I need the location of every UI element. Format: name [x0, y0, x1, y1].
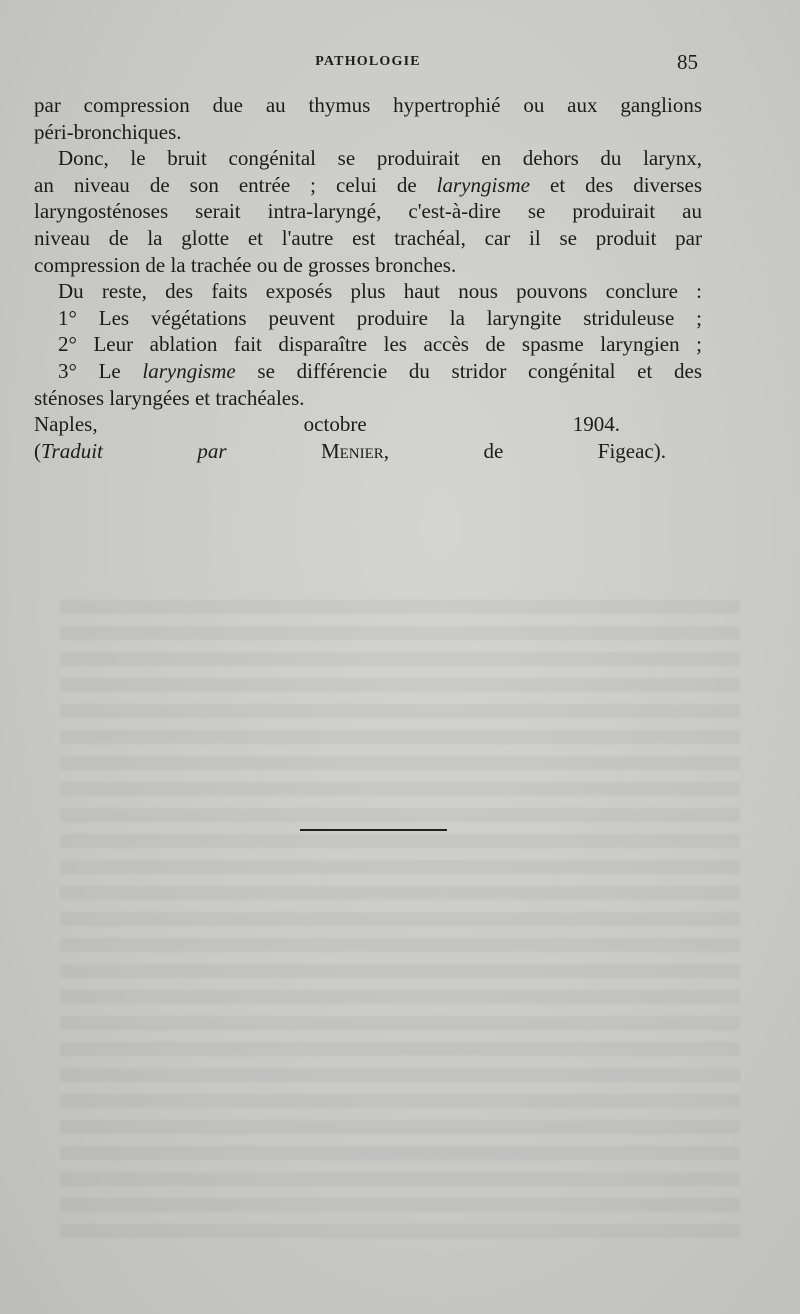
- page-number: 85: [677, 50, 698, 74]
- bleed-through-texture: [60, 600, 740, 1240]
- paragraph-2-line-3: laryngosténoses serait intra-laryngé, c'est-à-dire se produirait au: [34, 199, 702, 224]
- italic-term: laryngisme: [142, 358, 236, 383]
- translator-credit: [34, 438, 702, 465]
- italic-term: laryngisme: [436, 172, 530, 197]
- body-text: [34, 92, 702, 464]
- translator-name: Menier: [320, 438, 384, 463]
- list-item-1: 1° Les végétations peuvent produire la laryngite striduleuse ;: [58, 305, 702, 330]
- text-span: se différencie du stridor congénital et des: [235, 358, 703, 383]
- text-span: (: [34, 438, 41, 463]
- list-item-3-line-2: sténoses laryngées et trachéales.: [34, 385, 305, 410]
- paragraph-3: Du reste, des faits exposés plus haut nous pouvons conclure :: [58, 279, 702, 304]
- list-item-2: 2° Leur ablation fait disparaître les accès de spasme laryngien ;: [58, 332, 702, 357]
- paragraph-2-line-1: Donc, le bruit congénital se produirait en dehors du larynx,: [58, 146, 702, 171]
- paragraph-2-line-2: [34, 172, 702, 199]
- paragraph-2-line-4: niveau de la glotte et l'autre est trachéal, car il se produit par: [34, 225, 702, 250]
- section-divider: [300, 829, 447, 831]
- paragraph-1-line-2: péri-bronchiques.: [34, 119, 182, 144]
- running-head: PATHOLOGIE: [315, 54, 421, 69]
- text-span: 3° Le: [58, 358, 143, 383]
- text-span: et des diverses: [530, 172, 703, 197]
- list-item-3: [34, 358, 702, 385]
- text-span: an niveau de son entrée ; celui de: [34, 172, 437, 197]
- italic-credit: Traduit par: [41, 438, 227, 463]
- page-header: [36, 50, 700, 74]
- paragraph-1-line-1: par compression due au thymus hypertrophié ou aux ganglions: [34, 93, 702, 117]
- text-span: , de Figeac).: [383, 438, 666, 463]
- place-date: Naples, octobre 1904.: [34, 412, 620, 437]
- paragraph-2-line-5: compression de la trachée ou de grosses bronches.: [34, 252, 457, 277]
